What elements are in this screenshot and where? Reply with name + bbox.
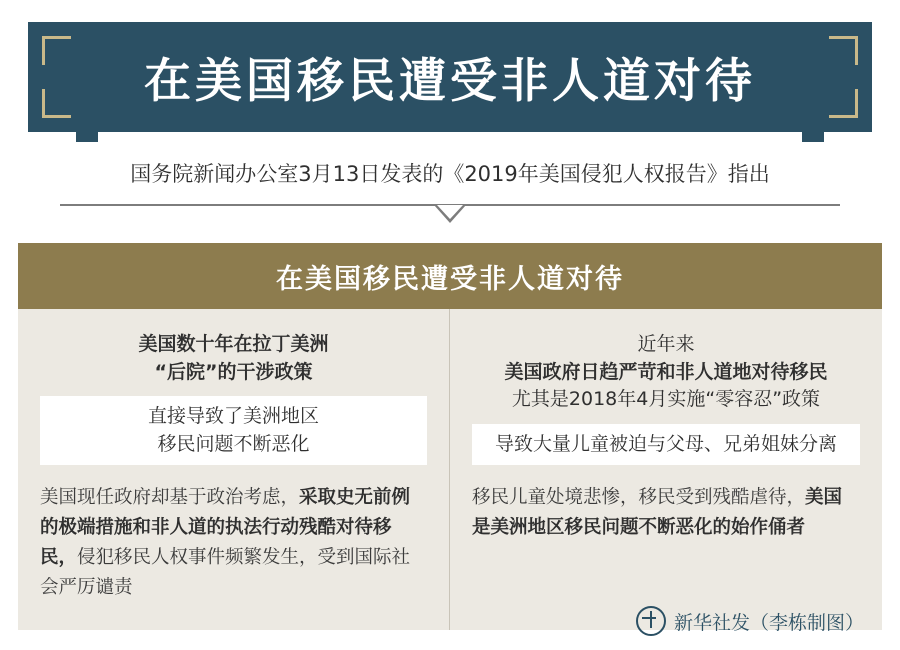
content-panel: [18, 243, 882, 630]
corner-bracket-bottom-left: [42, 89, 71, 118]
banner-tick-right: [802, 132, 824, 142]
left-heading-line1: 美国数十年在拉丁美洲: [138, 333, 329, 355]
corner-bracket-bottom-right: [829, 89, 858, 118]
column-right: [450, 309, 882, 630]
left-highlight-line1: 直接导致了美洲地区: [147, 405, 319, 428]
arrow-down-inner-icon: [437, 205, 463, 219]
left-body-part1: 美国现任政府却基于政治考虑，: [40, 487, 300, 509]
panel-header-title: 在美国移民遭受非人道对待: [276, 263, 624, 295]
left-body-text: [40, 483, 427, 603]
panel-columns: [18, 309, 882, 630]
right-heading-line2: 美国政府日趋严苛和非人道地对待移民: [504, 360, 828, 383]
left-highlight-line2: 移民问题不断恶化: [157, 432, 310, 455]
right-body-text: [472, 483, 860, 543]
column-left: [18, 309, 450, 630]
right-body-part1: 移民儿童处境悲惨，移民受到残酷虐待，: [472, 487, 806, 509]
title-banner: [28, 22, 872, 142]
credit-text: 新华社发（李栋制图）: [673, 611, 864, 634]
left-body-bold: 采取史无前例的极端措施和非人道的执法行动残酷对待移民，: [40, 487, 411, 569]
panel-header: [18, 243, 882, 309]
xinhua-logo-icon: [636, 606, 666, 636]
credit: [636, 606, 864, 636]
page-title: 在美国移民遭受非人道对待: [144, 53, 756, 109]
banner-tick-left: [76, 132, 98, 142]
right-heading-line3: 尤其是2018年4月实施“零容忍”政策: [511, 388, 821, 411]
corner-bracket-top-left: [42, 36, 71, 65]
right-heading-line1: 近年来: [637, 333, 695, 355]
corner-bracket-top-right: [829, 36, 858, 65]
left-heading-line2: “后院”的干涉政策: [154, 360, 313, 383]
left-body-part2: 侵犯移民人权事件频繁发生，受到国际社会严厉谴责: [40, 547, 411, 599]
right-highlight-box: 导致大量儿童被迫与父母、兄弟姐妹分离: [472, 424, 860, 466]
right-body-bold: 美国是美洲地区移民问题不断恶化的始作俑者: [472, 487, 843, 539]
left-highlight-box: [40, 396, 427, 465]
subtitle: 国务院新闻办公室3月13日发表的《2019年美国侵犯人权报告》指出: [130, 162, 770, 186]
